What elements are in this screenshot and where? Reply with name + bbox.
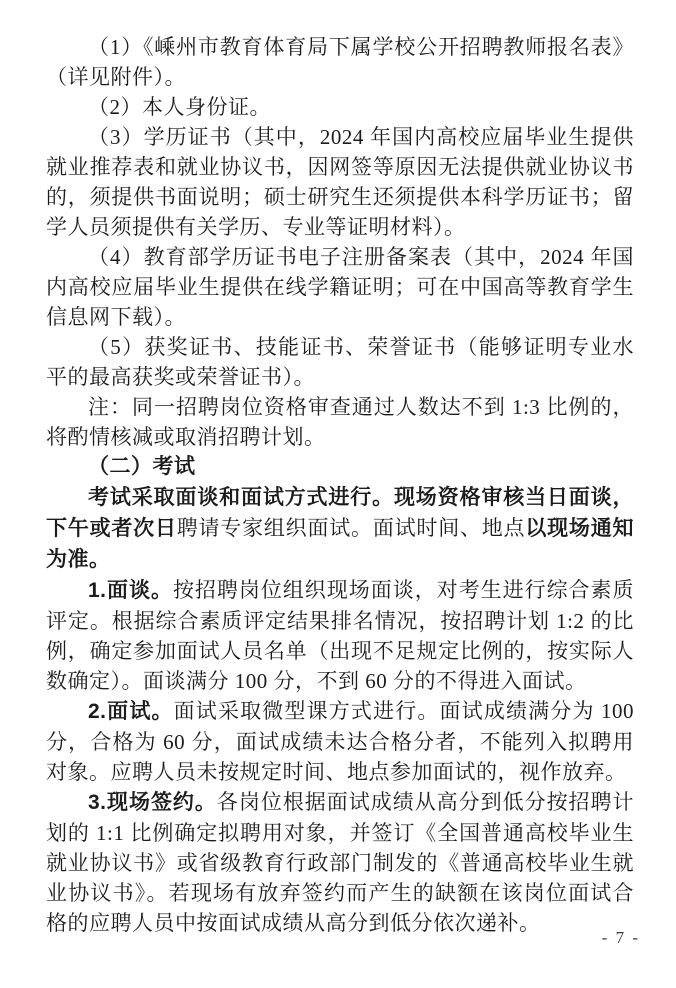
exam-step-1-mantan (46, 575, 634, 696)
text-run: （5）获奖证书、技能证书、荣誉证书（能够证明专业水平的最高获奖或荣誉证书）。 (46, 335, 634, 389)
text-run: 注：同一招聘岗位资格审查通过人数达不到 1:3 比例的，将酌情核减或取消招聘计划。 (46, 395, 634, 449)
bold-text-run: 考试采取面谈和面试方式进行。现场资格审核当日面谈，下午或者次日 (46, 486, 634, 540)
attachment-item-5 (46, 332, 634, 392)
attachment-item-2 (46, 92, 634, 122)
page-footer (602, 926, 640, 950)
bold-text-run: 1.面谈。 (88, 579, 173, 602)
bold-text-run: 以现场通知为准。 (46, 517, 635, 571)
text-run: （3）学历证书（其中，2024 年国内高校应届毕业生提供就业推荐表和就业协议书，因网签等原因无法提供就业协议书的，须提供书面说明；硕士研究生还须提供本科学历证书；留学人员须提供有关学历、专业等证明材料）。 (46, 125, 634, 239)
section-heading-exam (46, 452, 634, 482)
attachment-item-4 (46, 242, 634, 332)
page-number: - 7 - (601, 928, 640, 947)
bold-text-run: 3.现场签约。 (88, 791, 217, 814)
bold-text-run: 2.面试。 (88, 700, 174, 723)
exam-overview (46, 482, 634, 575)
text-run: 按招聘岗位组织现场面谈，对考生进行综合素质评定。根据综合素质评定结果排名情况，按招聘计划 1:2 的比例，确定参加面试人员名单（出现不足规定比例的，按实际人数确定）。面谈满分 100 分，不到 60 分的不得进入面试。 (46, 578, 635, 693)
text-run: 各岗位根据面试成绩从高分到低分按招聘计划的 1:1 比例确定拟聘用对象，并签订《全国普通高校毕业生就业协议书》或省级教育行政部门制发的《普通高校毕业生就业协议书》。若现场有放弃签约而产生的缺额在该岗位面试合格的应聘人员中按面试成绩从高分到低分依次递补。 (46, 790, 635, 935)
text-run: （2）本人身份证。 (88, 95, 271, 119)
document-body (46, 32, 634, 938)
note-ratio (46, 392, 634, 452)
text-run: 聘请专家组织面试。面试时间、地点 (176, 516, 526, 540)
text-run: 面试采取微型课方式进行。面试成绩满分为 100 分，合格为 60 分，面试成绩未达合格分者，不能列入拟聘用对象。应聘人员未按规定时间、地点参加面试的，视作放弃。 (46, 699, 635, 784)
attachment-item-1 (46, 32, 634, 92)
bold-text-run: （二）考试 (88, 455, 196, 478)
exam-step-3-qianyue (46, 787, 634, 938)
exam-step-2-mianshi (46, 696, 634, 787)
attachment-item-3 (46, 122, 634, 242)
text-run: （1）《嵊州市教育体育局下属学校公开招聘教师报名表》（详见附件）。 (46, 35, 634, 89)
text-run: （4）教育部学历证书电子注册备案表（其中，2024 年国内高校应届毕业生提供在线学籍证明；可在中国高等教育学生信息网下载）。 (46, 245, 634, 329)
